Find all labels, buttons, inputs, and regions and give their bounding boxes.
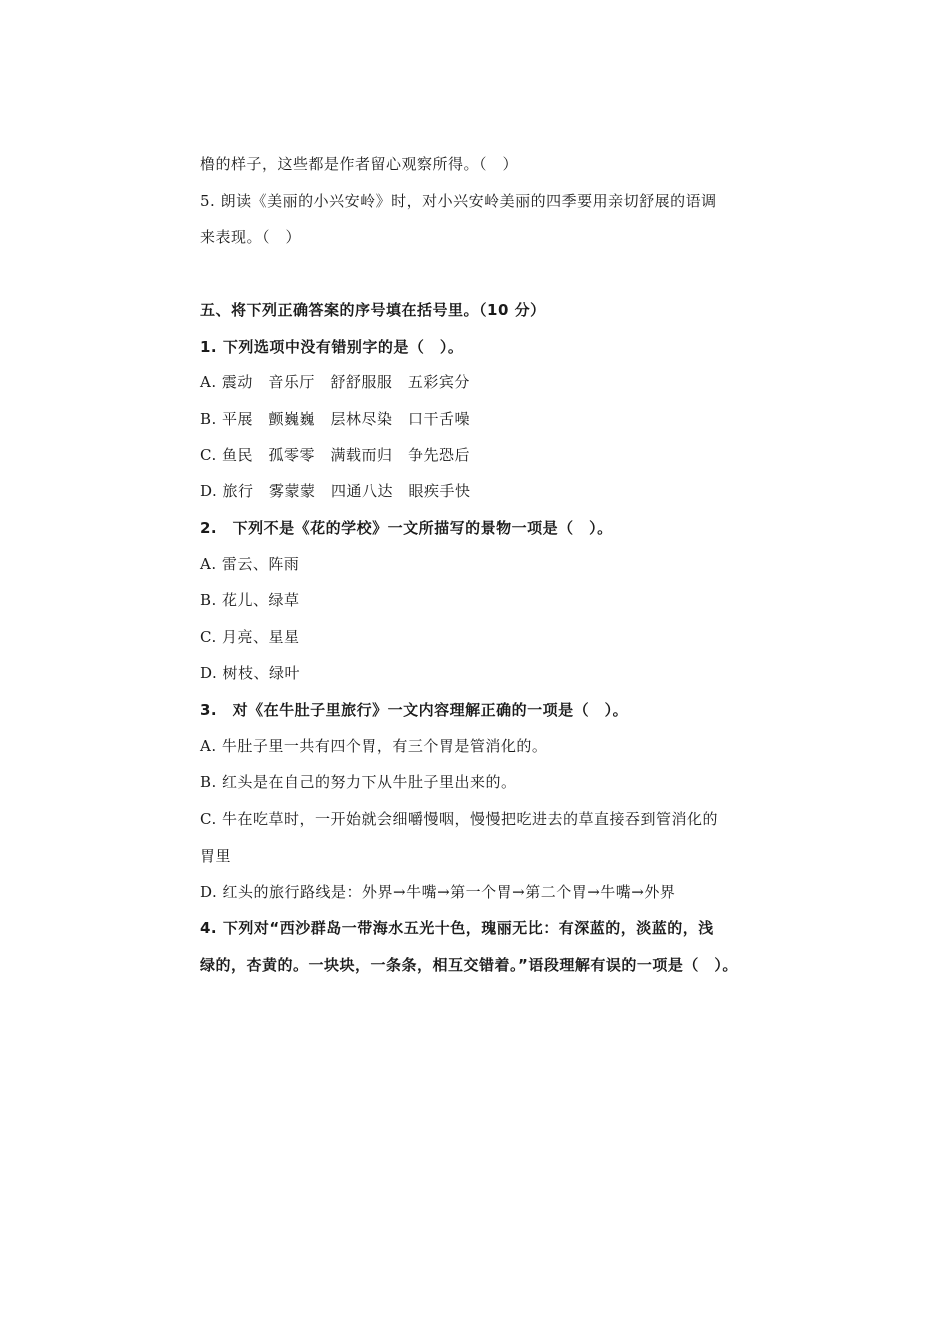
mc-question-2-option-a: A. 雷云、阵雨 <box>200 555 300 573</box>
mc-question-4-cont: 绿的，杏黄的。一块块，一条条，相互交错着。”语段理解有误的一项是（ ）。 <box>200 956 738 974</box>
question-5-text-cont: 来表现。（ ） <box>200 228 302 246</box>
mc-question-2-option-b: B. 花儿、绿草 <box>200 591 300 609</box>
mc-question-3-option-b: B. 红头是在自己的努力下从牛肚子里出来的。 <box>200 773 517 791</box>
mc-question-3: 3. 对《在牛肚子里旅行》一文内容理解正确的一项是（ ）。 <box>200 701 629 719</box>
text-line: 橹的样子，这些都是作者留心观察所得。（ ） <box>200 155 519 173</box>
mc-question-1-option-c: C. 鱼民 孤零零 满载而归 争先恐后 <box>200 446 470 464</box>
mc-question-2-option-d: D. 树枝、绿叶 <box>200 664 301 682</box>
mc-question-3-option-c: C. 牛在吃草时，一开始就会细嚼慢咽，慢慢把吃进去的草直接吞到管消化的 <box>200 810 718 828</box>
mc-question-3-option-d: D. 红头的旅行路线是：外界→牛嘴→第一个胃→第二个胃→牛嘴→外界 <box>200 883 676 901</box>
mc-question-2: 2. 下列不是《花的学校》一文所描写的景物一项是（ ）。 <box>200 519 613 537</box>
mc-question-3-option-a: A. 牛肚子里一共有四个胃，有三个胃是管消化的。 <box>200 737 548 755</box>
mc-question-1-option-b: B. 平展 颤巍巍 层林尽染 口干舌噪 <box>200 410 471 428</box>
mc-question-2-option-c: C. 月亮、星星 <box>200 628 300 646</box>
question-5-text: 5. 朗读《美丽的小兴安岭》时，对小兴安岭美丽的四季要用亲切舒展的语调 <box>200 192 717 210</box>
section-five-heading: 五、将下列正确答案的序号填在括号里。（10 分） <box>200 301 546 319</box>
mc-question-1: 1. 下列选项中没有错别字的是（ ）。 <box>200 338 464 356</box>
mc-question-3-option-c-cont: 胃里 <box>200 847 232 865</box>
mc-question-1-option-a: A. 震动 音乐厅 舒舒服服 五彩宾分 <box>200 373 470 391</box>
mc-question-1-option-d: D. 旅行 雾蒙蒙 四通八达 眼疾手快 <box>200 482 471 500</box>
mc-question-4: 4. 下列对“西沙群岛一带海水五光十色，瑰丽无比：有深蓝的，淡蓝的，浅 <box>200 919 714 937</box>
